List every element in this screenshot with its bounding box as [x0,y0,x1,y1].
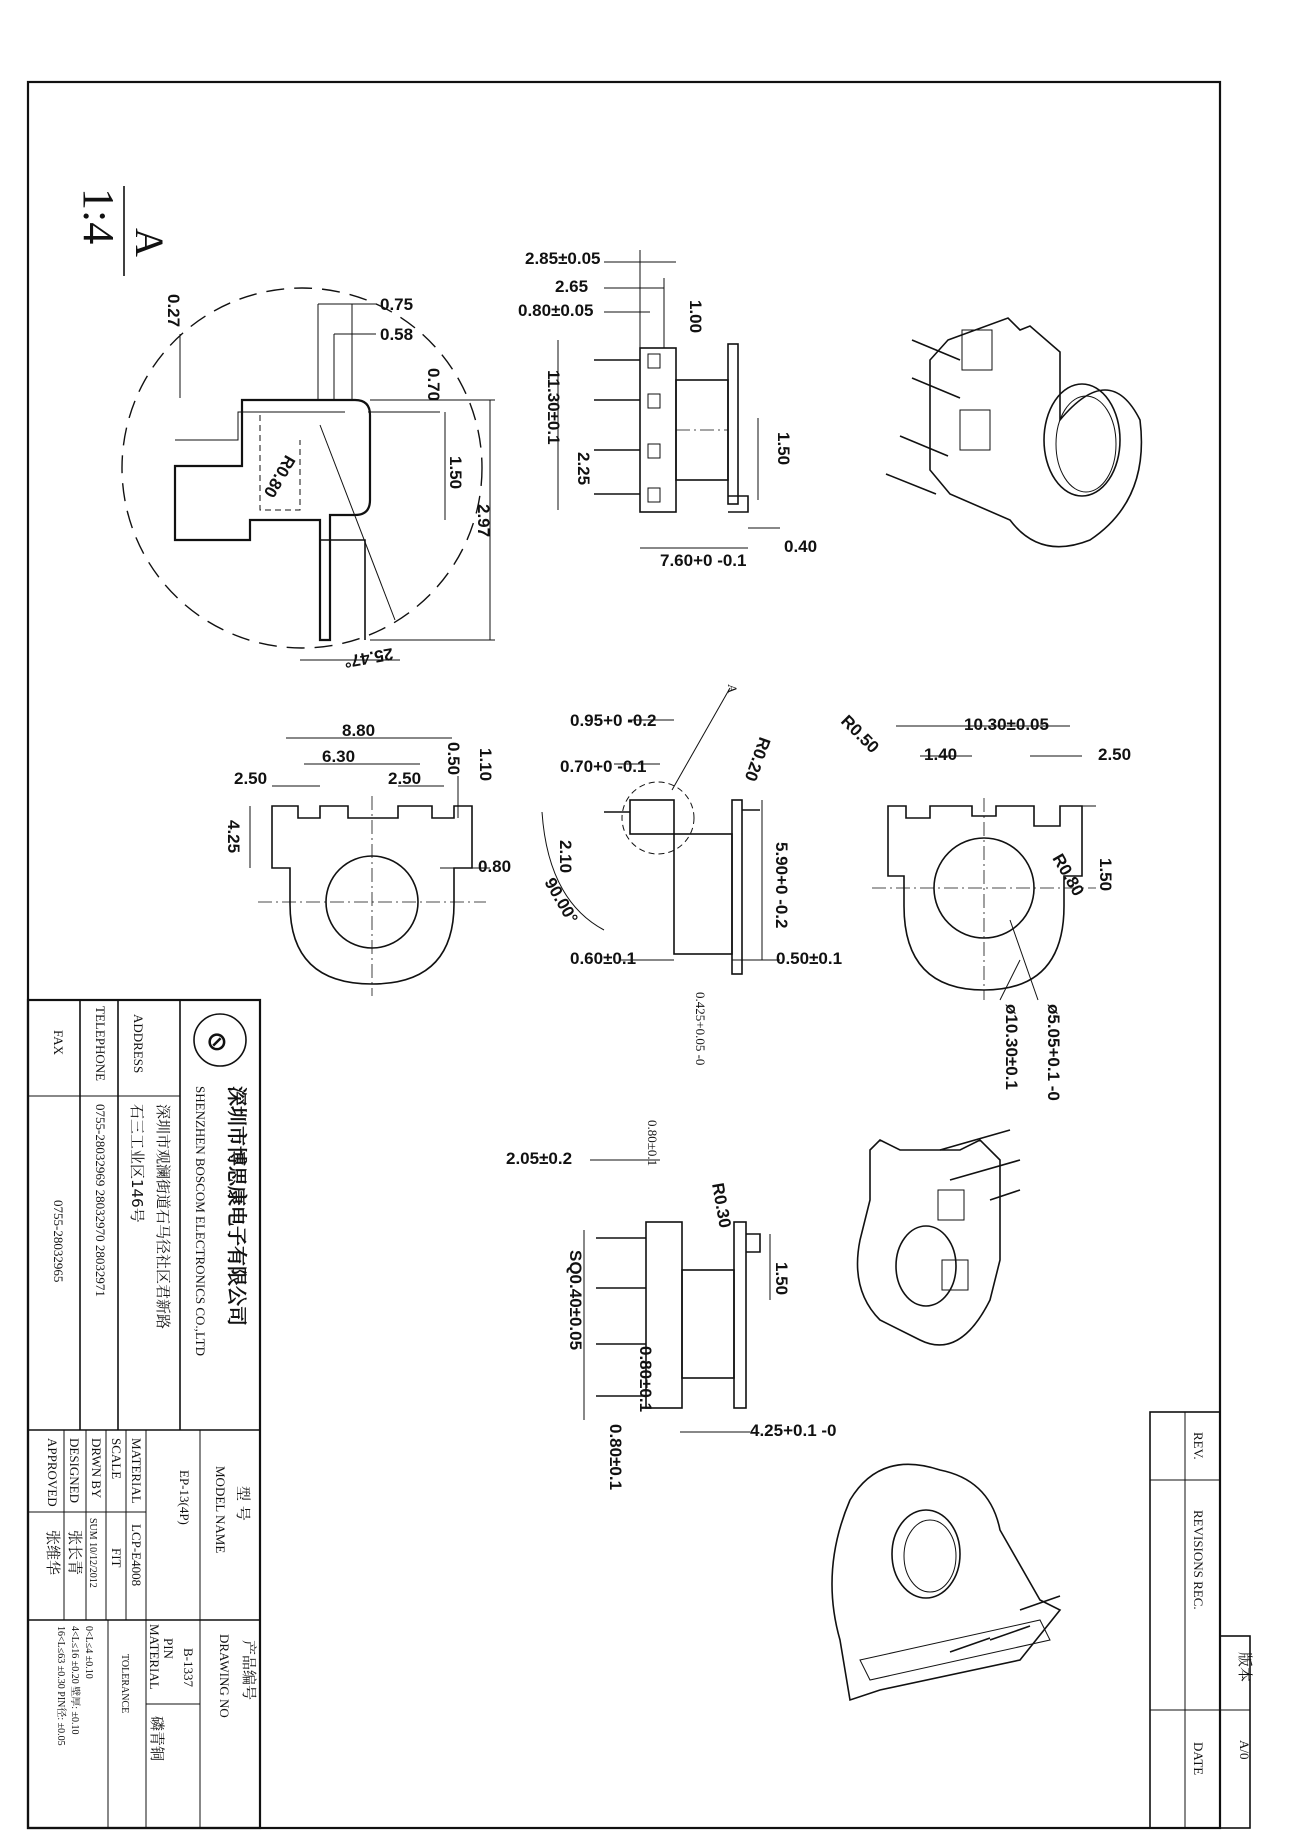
date-label: DATE [1191,1742,1206,1776]
iso-bot-pin-1 [1020,1596,1060,1610]
mid-590: 5.90+0 -0.2 [772,842,791,929]
bot-205: 2.05±0.2 [506,1149,573,1168]
front-880: 8.80 [342,721,376,740]
drwn-label: DRWN BY [89,1438,104,1499]
bot-sq: SQ0.40±0.05 [566,1250,585,1351]
mid-060: 0.60±0.1 [570,949,637,968]
mid-detail-circle [622,782,694,854]
iso-view-bottom [832,1464,1060,1700]
iso-top-hole-in [1056,396,1116,492]
designed-label: DESIGNED [67,1438,82,1503]
mid-a: A [725,684,740,694]
iso-mid-pin-1 [940,1130,1010,1150]
bot-150: 1.50 [772,1262,791,1296]
right-r050: R0.50 [837,711,883,757]
bot-425: 4.25+0.1 -0 [750,1421,837,1440]
bot-080b: 0.80±0.1 [606,1424,625,1491]
detail-letter: A [127,228,172,257]
front-250a: 2.50 [234,769,268,788]
address-line1: 深圳市观澜街道石马径社区君新路 [154,1104,172,1330]
model-label-cn: 型 号 [234,1486,252,1521]
iso-bot-body [832,1464,1060,1700]
side-100: 1.00 [686,300,705,334]
mid-tube [674,834,732,954]
right-150: 1.50 [1096,858,1115,892]
mid-flange [732,800,742,974]
iso-mid-pin-3 [990,1190,1020,1200]
side-040: 0.40 [784,537,818,556]
iso-top-pin-1 [912,340,960,360]
pin-material: 磷青铜 [148,1716,166,1762]
model-label: MODEL NAME [213,1466,228,1554]
mid-070: 0.70+0 -0.1 [560,757,647,776]
right-leader-5 [1010,920,1038,1000]
front-110: 1.10 [476,748,495,782]
tolerance-label: TOLERANCE [119,1654,130,1714]
mid-9000: 90.00° [540,874,582,927]
front-080: 0.80 [478,857,512,876]
address-label: ADDRESS [131,1014,146,1074]
iso-top-pin-2 [912,378,960,398]
mid-r020: R0.20 [740,734,775,784]
scale-label: SCALE [109,1438,124,1480]
side-760: 7.60+0 -0.1 [660,551,747,570]
telephone-label: TELEPHONE [93,1006,108,1082]
material-value: LCP-E4008 [129,1524,144,1587]
mid-leader-a [672,688,730,790]
iso-mid-hole [896,1226,956,1306]
front-050: 0.50 [444,742,463,776]
iso-bot-pin-3 [950,1638,990,1652]
iso-mid-block-1 [938,1190,964,1220]
iso-mid-pin-2 [950,1160,1020,1180]
mid-095: 0.95+0 -0.2 [570,711,657,730]
iso-top-pin-4 [886,474,936,494]
drawing-label-cn: 产品编号 [240,1640,258,1701]
right-outline [888,806,1082,990]
pin-label: PIN [161,1638,176,1659]
address-line2: 石三工业区146号 [128,1104,146,1223]
right-view [837,711,1131,1100]
dim-297: 2.97 [474,504,493,538]
right-140: 1.40 [924,745,958,764]
detail-scale: 1:4 [74,188,123,245]
revisions-label: REVISIONS REC. [1191,1510,1206,1610]
company-name-cn: 深圳市博思康电子有限公司 [225,1086,249,1326]
iso-view-top [886,318,1141,547]
mid-050: 0.50±0.1 [776,949,843,968]
iso-mid-body [858,1140,1001,1345]
iso-bot-pin-2 [990,1626,1030,1640]
right-505: ø5.05+0.1 -0 [1044,1004,1063,1101]
designed-value: 张长青 [66,1530,84,1576]
scale-value: FIT [109,1548,124,1568]
bot-flange [734,1222,746,1408]
side-slot-3 [648,444,660,458]
middle-view [541,684,843,1065]
telephone: 0755-28032969 28032970 28032971 [93,1104,108,1297]
bot-080top: 0.80±0.1 [645,1120,660,1167]
front-425: 4.25 [224,820,243,854]
side-080: 0.80±0.05 [518,301,594,320]
iso-bot-hole [892,1510,960,1598]
bot-top-pin [746,1234,760,1252]
model-value: EP-13(4P) [177,1470,192,1525]
fax: 0755-28032965 [51,1200,66,1283]
title-block [28,1000,260,1828]
dim-angle: 25.47° [342,644,395,672]
iso-bot-hole-in [904,1520,956,1592]
material-label: MATERIAL [129,1438,144,1504]
detail-a-label [74,186,172,276]
bot-r030: R0.30 [708,1181,735,1230]
front-250b: 2.50 [388,769,422,788]
side-slot-1 [648,354,660,368]
right-1030: 10.30±0.05 [964,715,1049,734]
rev-label: REV. [1191,1432,1206,1460]
revision-block [1150,1412,1254,1828]
company-name-en: SHENZHEN BOSCOM ELECTRONICS CO.,LTD [193,1086,208,1357]
right-250: 2.50 [1098,745,1132,764]
detail-lead [320,540,365,640]
dim-058: 0.58 [380,325,414,344]
right-r080: R0.80 [1048,850,1088,900]
tol-row-3: 16<L≤63 ±0.30 PIN径: ±0.05 [55,1626,66,1746]
bottom-view [506,1120,837,1490]
side-pin-block [640,348,676,512]
drawing-no: B-1337 [181,1648,196,1687]
iso-top-hole [1044,384,1120,496]
fax-label: FAX [51,1030,66,1056]
side-150: 1.50 [774,432,793,466]
side-285: 2.85±0.05 [525,249,601,268]
iso-view-mid [858,1130,1021,1345]
side-slot-2 [648,394,660,408]
dim-070: 0.70 [424,368,443,402]
front-630: 6.30 [322,747,356,766]
dim-150: 1.50 [446,456,465,490]
mid-0425: 0.425+0.05 -0 [693,992,708,1066]
mid-pin-block [630,800,674,834]
version-value: A/0 [1237,1740,1252,1760]
iso-top-block-1 [962,330,992,370]
drawing-label: DRAWING NO [217,1634,232,1718]
mid-210: 2.10 [556,840,575,874]
side-slot-4 [648,488,660,502]
detail-a-view [122,288,495,671]
logo-mark: ⊘ [206,1027,228,1057]
dim-075: 0.75 [380,295,414,314]
right-leader-10 [1000,960,1020,1000]
bot-080a: 0.80±0.1 [636,1346,655,1413]
tol-row-1: 0<L≤4 ±0.10 [83,1626,94,1679]
detail-outline [175,400,370,640]
side-225: 2.25 [574,452,593,486]
pin-material-label: MATERIAL [147,1624,162,1690]
side-1130: 11.30±0.1 [544,370,563,445]
approved-label: APPROVED [45,1438,60,1507]
side-view [518,249,817,570]
iso-top-pin-3 [900,436,948,456]
drwn-value: SUM 10/12/2012 [87,1518,98,1588]
side-265: 2.65 [555,277,589,296]
version-label: 版本 [1236,1652,1254,1683]
dim-r080: R0.80 [259,452,299,501]
iso-top-block-2 [960,410,990,450]
tol-row-2: 4<L≤16 ±0.20 壁厚: ±0.10 [69,1626,80,1735]
right-1030b: ø10.30±0.1 [1002,1004,1021,1090]
dim-027: 0.27 [164,294,183,328]
side-flange [728,344,738,504]
bot-tube [682,1270,734,1378]
front-view [224,721,511,996]
approved-value: 张维华 [44,1530,62,1576]
detail-chamfer [320,425,395,620]
